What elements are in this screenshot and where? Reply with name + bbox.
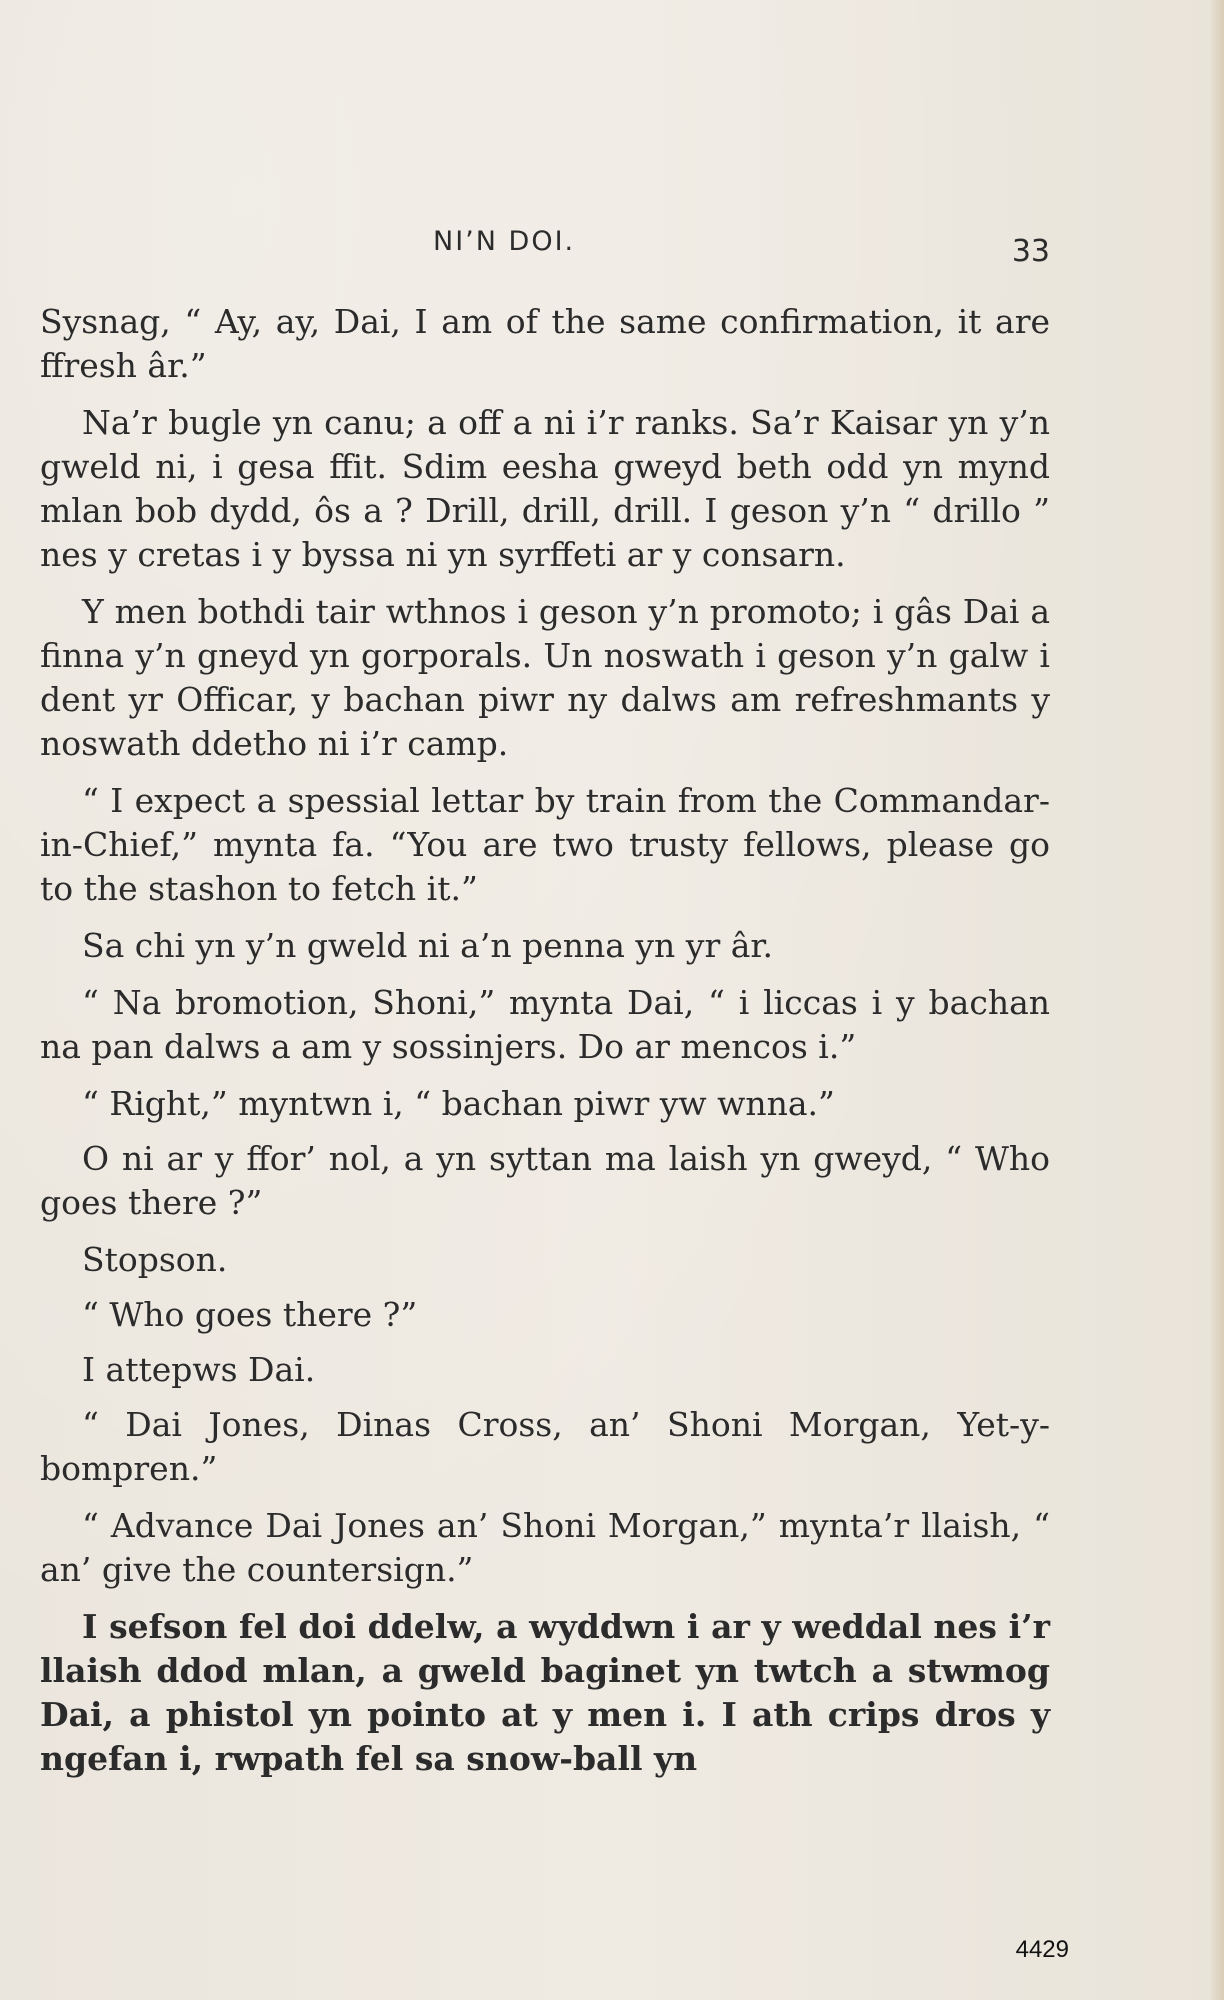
paragraph: I sefson fel doi ddelw, a wyddwn i ar y weddal nes i’r llaish ddod mlan, a gweld baginet yn twtch a stwmog Dai, a phistol yn pointo at y men i. I ath crips dros y ngefan i, rwpath fel sa snow-ball yn [40,1607,1050,1778]
paragraph: “ Dai Jones, Dinas Cross, an’ Shoni Morgan, Yet-y-bompren.” [40,1405,1050,1488]
paragraph: Stopson. [82,1240,228,1279]
page-edge [1210,0,1224,2000]
paragraph: “ Who goes there ?” [82,1295,418,1334]
paragraph: Sysnag, “ Ay, ay, Dai, I am of the same confirmation, it are ffresh âr.” [40,302,1050,385]
paragraph: Y men bothdi tair wthnos i geson y’n promoto; i gâs Dai a finna y’n gneyd yn gorporals. Un noswath i geson y’n galw i dent yr Officar, y bachan piwr ny dalws am refreshmants y noswath ddetho ni i’r camp. [40,592,1050,763]
paragraph: Na’r bugle yn canu; a off a ni i’r ranks. Sa’r Kaisar yn y’n gweld ni, i gesa ffit. Sdim eesha gweyd beth odd yn mynd mlan bob dydd, ôs a ? Drill, drill, drill. I geson y’n “ drillo ” nes y cretas i y byssa ni yn syrffeti ar y consarn. [40,403,1050,574]
paragraph: “ Right,” myntwn i, “ bachan piwr yw wnna.” [82,1084,835,1123]
catalog-number: 4429 [1015,1936,1069,1963]
page-header [40,220,1050,270]
paragraph: O ni ar y ffor’ nol, a yn syttan ma laish yn gweyd, “ Who goes there ?” [40,1139,1050,1222]
running-title: NI’N DOI. [433,226,576,257]
paragraph: “ I expect a spessial lettar by train from the Commandar-in-Chief,” mynta fa. “You are two trusty fellows, please go to the stashon to fetch it.” [40,781,1050,908]
paragraph: “ Na bromotion, Shoni,” mynta Dai, “ i liccas i y bachan na pan dalws a am y sossinjers. Do ar mencos i.” [40,983,1050,1066]
paragraph: “ Advance Dai Jones an’ Shoni Morgan,” mynta’r llaish, “ an’ give the countersign.” [40,1506,1050,1589]
body-text [40,300,1050,1794]
paragraph: Sa chi yn y’n gweld ni a’n penna yn yr âr. [82,926,774,965]
page-number: 33 [1011,234,1050,269]
paragraph: I attepws Dai. [82,1350,316,1389]
